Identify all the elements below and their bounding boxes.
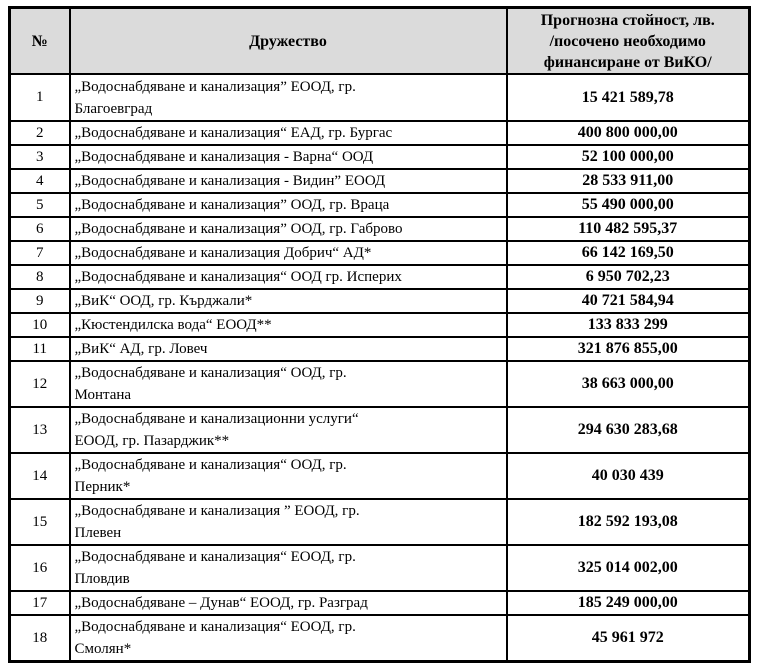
- row-number: 17: [10, 591, 70, 615]
- row-number: 12: [10, 361, 70, 407]
- company-name: „Водоснабдяване – Дунав“ ЕООД, гр. Разград: [70, 591, 507, 615]
- table-row: [10, 241, 750, 265]
- company-name: „ВиК“ ООД, гр. Кърджали*: [70, 289, 507, 313]
- row-number: 2: [10, 121, 70, 145]
- company-name: „ВиК“ АД, гр. Ловеч: [70, 337, 507, 361]
- vik-financing-table: [8, 6, 751, 663]
- estimated-value: 6 950 702,23: [507, 265, 750, 289]
- table-header-row: [10, 8, 750, 75]
- table-row: [10, 121, 750, 145]
- row-number: 5: [10, 193, 70, 217]
- company-name: „Водоснабдяване и канализация“ ООД, гр. Монтана: [70, 361, 507, 407]
- company-name: „Водоснабдяване и канализация” ООД, гр. Враца: [70, 193, 507, 217]
- table-row: [10, 145, 750, 169]
- company-name: „Водоснабдяване и канализация“ ЕООД, гр. Пловдив: [70, 545, 507, 591]
- column-header-company: Дружество: [70, 8, 507, 75]
- estimated-value: 28 533 911,00: [507, 169, 750, 193]
- table-row: [10, 193, 750, 217]
- company-name: „Водоснабдяване и канализация - Видин” ЕООД: [70, 169, 507, 193]
- company-name: „Водоснабдяване и канализация ” ЕООД, гр. Плевен: [70, 499, 507, 545]
- company-name: „Водоснабдяване и канализация“ ЕАД, гр. Бургас: [70, 121, 507, 145]
- company-name: „Водоснабдяване и канализационни услуги“ ЕООД, гр. Пазарджик**: [70, 407, 507, 453]
- table-row: [10, 591, 750, 615]
- company-name: „Водоснабдяване и канализация” ЕООД, гр. Благоевград: [70, 74, 507, 121]
- row-number: 11: [10, 337, 70, 361]
- estimated-value: 55 490 000,00: [507, 193, 750, 217]
- table-row: [10, 74, 750, 121]
- estimated-value: 182 592 193,08: [507, 499, 750, 545]
- row-number: 15: [10, 499, 70, 545]
- estimated-value: 321 876 855,00: [507, 337, 750, 361]
- estimated-value: 294 630 283,68: [507, 407, 750, 453]
- table-row: [10, 361, 750, 407]
- table-row: [10, 407, 750, 453]
- row-number: 4: [10, 169, 70, 193]
- estimated-value: 52 100 000,00: [507, 145, 750, 169]
- table-row: [10, 499, 750, 545]
- estimated-value: 45 961 972: [507, 615, 750, 662]
- estimated-value: 40 030 439: [507, 453, 750, 499]
- estimated-value: 400 800 000,00: [507, 121, 750, 145]
- table-row: [10, 337, 750, 361]
- estimated-value: 38 663 000,00: [507, 361, 750, 407]
- row-number: 14: [10, 453, 70, 499]
- row-number: 9: [10, 289, 70, 313]
- company-name: „Водоснабдяване и канализация Добрич“ АД*: [70, 241, 507, 265]
- column-header-number: №: [10, 8, 70, 75]
- table-row: [10, 169, 750, 193]
- estimated-value: 325 014 002,00: [507, 545, 750, 591]
- table-row: [10, 615, 750, 662]
- row-number: 8: [10, 265, 70, 289]
- row-number: 6: [10, 217, 70, 241]
- table-row: [10, 217, 750, 241]
- column-header-value: Прогнозна стойност, лв. /посочено необходимо финансиране от ВиКО/: [507, 8, 750, 75]
- table-row: [10, 289, 750, 313]
- company-name: „Кюстендилска вода“ ЕООД**: [70, 313, 507, 337]
- table-row: [10, 545, 750, 591]
- table-row: [10, 313, 750, 337]
- row-number: 1: [10, 74, 70, 121]
- row-number: 3: [10, 145, 70, 169]
- estimated-value: 185 249 000,00: [507, 591, 750, 615]
- estimated-value: 133 833 299: [507, 313, 750, 337]
- estimated-value: 66 142 169,50: [507, 241, 750, 265]
- table-row: [10, 265, 750, 289]
- document-body: [0, 6, 760, 657]
- row-number: 13: [10, 407, 70, 453]
- document-page: [0, 6, 760, 657]
- estimated-value: 110 482 595,37: [507, 217, 750, 241]
- table-row: [10, 453, 750, 499]
- company-name: „Водоснабдяване и канализация“ ЕООД, гр. Смолян*: [70, 615, 507, 662]
- row-number: 10: [10, 313, 70, 337]
- row-number: 16: [10, 545, 70, 591]
- row-number: 18: [10, 615, 70, 662]
- company-name: „Водоснабдяване и канализация“ ООД гр. Исперих: [70, 265, 507, 289]
- row-number: 7: [10, 241, 70, 265]
- estimated-value: 40 721 584,94: [507, 289, 750, 313]
- company-name: „Водоснабдяване и канализация” ООД, гр. Габрово: [70, 217, 507, 241]
- company-name: „Водоснабдяване и канализация“ ООД, гр. Перник*: [70, 453, 507, 499]
- company-name: „Водоснабдяване и канализация - Варна“ ООД: [70, 145, 507, 169]
- estimated-value: 15 421 589,78: [507, 74, 750, 121]
